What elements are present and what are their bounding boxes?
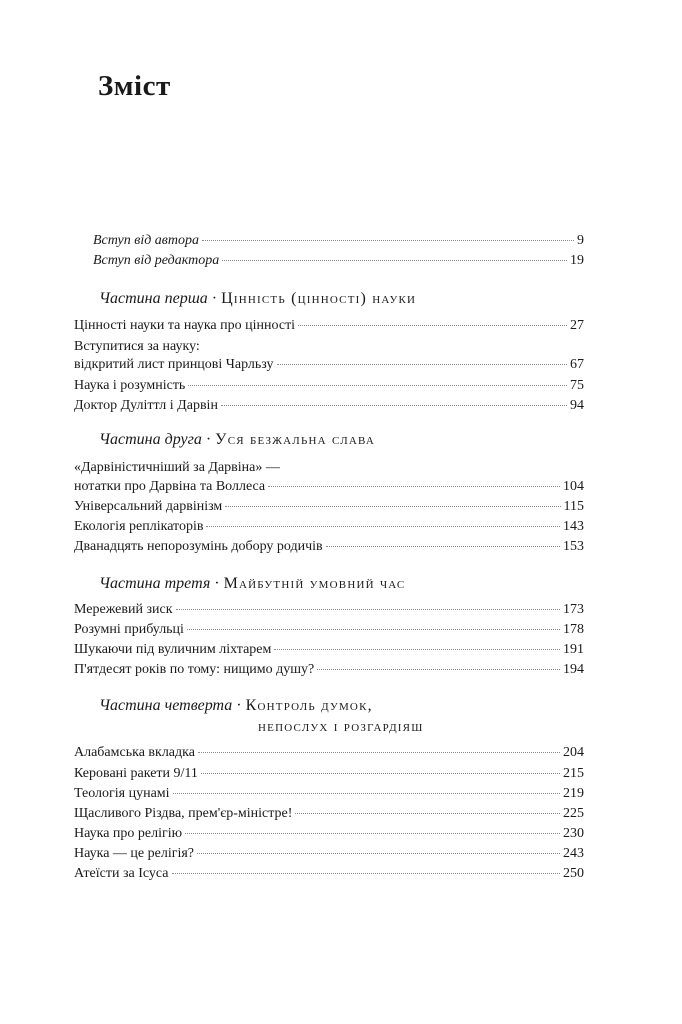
- leader-dots: [188, 385, 567, 386]
- leader-dots: [222, 260, 567, 261]
- toc-entry[interactable]: [74, 356, 584, 374]
- toc-entry[interactable]: [74, 397, 584, 415]
- part-separator: ·: [232, 697, 246, 714]
- toc-entry-page: 219: [563, 786, 584, 801]
- toc-entry-page: 143: [563, 519, 584, 534]
- leader-dots: [274, 649, 560, 650]
- toc-entry-first-line[interactable]: «Дарвіністичніший за Дарвіна» —: [74, 460, 280, 475]
- leader-dots: [201, 773, 560, 774]
- toc-entry[interactable]: [74, 518, 584, 536]
- leader-dots: [268, 486, 560, 487]
- part-separator: ·: [207, 290, 222, 307]
- part-separator: ·: [210, 575, 224, 592]
- toc-entry[interactable]: [74, 661, 584, 679]
- part-title: Уся безжальна слава: [215, 431, 376, 448]
- toc-entry-page: 173: [563, 602, 584, 617]
- leader-dots: [173, 793, 560, 794]
- toc-entry-label: Керовані ракети 9/11: [74, 766, 198, 781]
- toc-entry-label: П'ятдесят років по тому: нищимо душу?: [74, 662, 315, 677]
- toc-entry-page: 115: [563, 499, 584, 514]
- toc-entry[interactable]: [74, 317, 584, 335]
- part-label: Частина четверта: [99, 697, 233, 714]
- leader-dots: [187, 629, 560, 630]
- part-title: Цінність (цінності) науки: [221, 290, 417, 307]
- leader-dots: [185, 833, 560, 834]
- toc-entry-label: Вступ від автора: [93, 233, 199, 248]
- toc-entry-label: Розумні прибульці: [74, 622, 184, 637]
- toc-entry-page: 153: [563, 539, 584, 554]
- leader-dots: [225, 506, 560, 507]
- leader-dots: [298, 325, 567, 326]
- part-title-continued: непослух і розгардіяш: [258, 718, 424, 735]
- toc-entry-page: 250: [563, 866, 584, 881]
- toc-entry-page: 75: [570, 378, 584, 393]
- toc-entry-page: 230: [563, 826, 584, 841]
- toc-entry-page: 191: [563, 642, 584, 657]
- toc-entry-first-line[interactable]: Вступитися за науку:: [74, 339, 200, 354]
- toc-entry-label: Наука — це релігія?: [74, 846, 194, 861]
- toc-entry[interactable]: [74, 805, 584, 823]
- leader-dots: [326, 546, 560, 547]
- toc-entry-label: Дванадцять непорозумінь добору родичів: [74, 539, 323, 554]
- toc-entry-page: 19: [570, 253, 584, 268]
- toc-entry[interactable]: [74, 498, 584, 516]
- toc-entry-label: Наука про релігію: [74, 826, 183, 841]
- toc-entry-label: Вступ від редактора: [93, 253, 220, 268]
- toc-entry[interactable]: [74, 641, 584, 659]
- part-heading-3: [99, 574, 405, 594]
- toc-entry-label: Цінності науки та наука про цінності: [74, 318, 296, 333]
- toc-entry-page: 243: [563, 846, 584, 861]
- toc-entry-page: 178: [563, 622, 584, 637]
- toc-entry-label: Екологія реплікаторів: [74, 519, 204, 534]
- toc-entry-page: 215: [563, 766, 584, 781]
- toc-entry[interactable]: [74, 601, 584, 619]
- part-label: Частина друга: [99, 431, 202, 448]
- leader-dots: [206, 526, 560, 527]
- toc-entry[interactable]: [74, 621, 584, 639]
- toc-entry[interactable]: [74, 478, 584, 496]
- toc-entry[interactable]: [74, 538, 584, 556]
- page-title: Зміст: [98, 70, 171, 102]
- leader-dots: [221, 405, 567, 406]
- toc-entry-page: 104: [563, 479, 584, 494]
- part-heading-4: [99, 696, 373, 716]
- part-separator: ·: [201, 431, 216, 448]
- toc-entry[interactable]: [74, 744, 584, 762]
- toc-entry-page: 204: [563, 745, 584, 760]
- part-heading-1: [99, 289, 416, 309]
- toc-entry-page: 225: [563, 806, 584, 821]
- leader-dots: [197, 853, 560, 854]
- part-title: Контроль думок,: [245, 697, 373, 714]
- toc-entry-label: Теологія цунамі: [74, 786, 170, 801]
- toc-entry-intro-author[interactable]: [93, 232, 584, 250]
- toc-entry-label: Щасливого Різдва, прем'єр-міністре!: [74, 806, 293, 821]
- leader-dots: [198, 752, 560, 753]
- toc-entry-label: Мережевий зиск: [74, 602, 173, 617]
- toc-entry-page: 27: [570, 318, 584, 333]
- toc-entry[interactable]: [74, 825, 584, 843]
- toc-entry-page: 94: [570, 398, 584, 413]
- toc-entry-page: 9: [577, 233, 584, 248]
- toc-entry-label: Доктор Дуліттл і Дарвін: [74, 398, 218, 413]
- toc-entry-page: 67: [570, 357, 584, 372]
- toc-entry[interactable]: [74, 785, 584, 803]
- leader-dots: [202, 240, 574, 241]
- leader-dots: [172, 873, 561, 874]
- toc-entry-label: Шукаючи під вуличним ліхтарем: [74, 642, 272, 657]
- toc-entry-page: 194: [563, 662, 584, 677]
- leader-dots: [295, 813, 560, 814]
- toc-entry[interactable]: [74, 845, 584, 863]
- part-label: Частина перша: [99, 290, 208, 307]
- leader-dots: [176, 609, 560, 610]
- toc-entry[interactable]: [74, 377, 584, 395]
- leader-dots: [277, 364, 567, 365]
- toc-entry-label: Універсальний дарвінізм: [74, 499, 223, 514]
- toc-entry-label: Алабамська вкладка: [74, 745, 195, 760]
- toc-entry-label: нотатки про Дарвіна та Воллеса: [74, 479, 266, 494]
- toc-entry-label: Атеїсти за Ісуса: [74, 866, 169, 881]
- toc-entry[interactable]: [74, 865, 584, 883]
- toc-entry-intro-editor[interactable]: [93, 252, 584, 270]
- leader-dots: [317, 669, 560, 670]
- toc-entry-label: Наука і розумність: [74, 378, 186, 393]
- toc-entry-label: відкритий лист принцові Чарльзу: [74, 357, 274, 372]
- part-heading-2: [99, 430, 375, 450]
- part-label: Частина третя: [99, 575, 211, 592]
- part-title: Майбутній умовний час: [223, 575, 406, 592]
- toc-entry[interactable]: [74, 765, 584, 783]
